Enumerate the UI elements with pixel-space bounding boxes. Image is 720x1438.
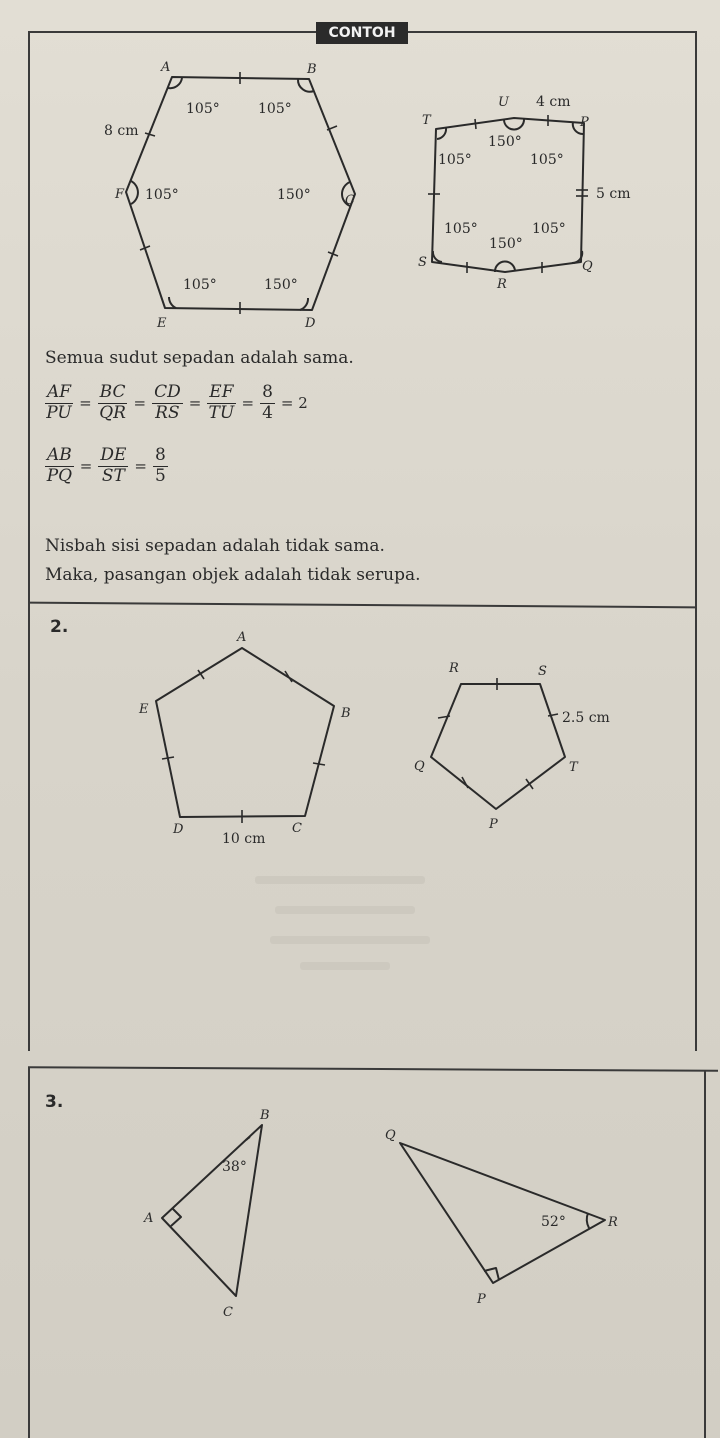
angle-label-r: 150°	[489, 236, 523, 252]
side-label-2-5cm: 2.5 cm	[562, 710, 610, 726]
fraction-cd-rs: $\frac{CD}{RS}$	[154, 382, 181, 423]
angle-arc-u	[504, 119, 524, 130]
vertex-q-p2: Q	[414, 759, 425, 774]
angle-label-a: 105°	[186, 101, 220, 117]
conclusion-not-similar: Maka, pasangan objek adalah tidak serupa.	[45, 565, 421, 585]
pentagon-rstpq	[431, 684, 565, 809]
vertex-p-t2: P	[477, 1292, 486, 1307]
vertex-f: F	[115, 187, 125, 202]
angle-label-c: 150°	[277, 187, 311, 203]
angle-label-f: 105°	[145, 187, 179, 203]
vertex-u: U	[498, 95, 509, 110]
angle-label-s: 105°	[444, 221, 478, 237]
angle-arc-d	[300, 298, 308, 310]
vertex-b-t1: B	[260, 1108, 270, 1123]
vertex-c: C	[345, 193, 355, 208]
conclusion-ratio-not-equal: Nisbah sisi sepadan adalah tidak sama.	[45, 536, 385, 556]
side-label-4cm: 4 cm	[536, 94, 571, 110]
angle-label-u: 150°	[488, 134, 522, 150]
vertex-q-t2: Q	[385, 1128, 396, 1143]
angle-label-p: 105°	[530, 152, 564, 168]
angle-label-38: 38°	[222, 1159, 247, 1175]
vertex-t: T	[422, 113, 431, 128]
angle-label-e: 105°	[183, 277, 217, 293]
fraction-af-pu: $\frac{AF}{PU}$	[46, 382, 72, 423]
vertex-r-t2: R	[608, 1215, 618, 1230]
angle-arc-b-38	[246, 1137, 250, 1140]
vertex-s: S	[418, 255, 427, 270]
vertex-d-p1: D	[173, 822, 184, 837]
show-through-smudge	[270, 936, 430, 944]
vertex-a-t1: A	[144, 1211, 154, 1226]
fraction-de-st: $\frac{DE}{ST}$	[100, 445, 127, 486]
triangle-qrp	[400, 1143, 605, 1283]
show-through-smudge	[255, 876, 425, 884]
side-label-5cm: 5 cm	[596, 186, 631, 202]
fraction-bc-qr: $\frac{BC}{QR}$	[99, 382, 126, 423]
vertex-c-t1: C	[223, 1305, 233, 1320]
vertex-s-p2: S	[538, 664, 547, 679]
vertex-b-p1: B	[341, 706, 351, 721]
fraction-ef-tu: $\frac{EF}{TU}$	[208, 382, 235, 423]
statement-angles-equal: Semua sudut sepadan adalah sama.	[45, 348, 354, 368]
triangle-abc	[162, 1125, 262, 1296]
vertex-a: A	[161, 60, 171, 75]
example-badge: CONTOH	[316, 22, 408, 44]
angle-arc-e	[169, 297, 176, 308]
vertex-d: D	[305, 316, 316, 331]
fraction-8-4: $\frac{8}{4}$	[262, 382, 273, 423]
angle-arc-f	[131, 181, 138, 204]
vertex-r-p2: R	[449, 661, 459, 676]
vertex-r: R	[497, 277, 507, 292]
right-angle-a	[171, 1208, 181, 1226]
angle-arc-r-52	[587, 1213, 589, 1228]
vertex-e-p1: E	[139, 702, 149, 717]
pentagon-abcde	[156, 648, 334, 817]
vertex-e: E	[157, 316, 167, 331]
fraction-8-5: $\frac{8}{5}$	[154, 445, 166, 486]
fraction-ab-pq: $\frac{AB}{PQ}$	[46, 445, 73, 486]
ratio-result: = 2	[280, 394, 308, 413]
vertex-a-p1: A	[237, 630, 247, 645]
angle-label-t: 105°	[438, 152, 472, 168]
angle-label-d: 150°	[264, 277, 298, 293]
question-number-2: 2.	[50, 617, 69, 637]
show-through-smudge	[275, 906, 415, 914]
vertex-t-p2: T	[569, 760, 578, 775]
angle-arc-s	[433, 251, 442, 262]
angle-label-52: 52°	[541, 1214, 566, 1230]
vertex-p: P	[580, 115, 589, 130]
side-label-10cm: 10 cm	[222, 831, 266, 847]
show-through-smudge	[300, 962, 390, 970]
vertex-b: B	[307, 62, 317, 77]
question-number-3: 3.	[45, 1092, 64, 1112]
vertex-p-p2: P	[489, 817, 498, 832]
ratio-line-2: $\frac{AB}{PQ}$ = $\frac{DE}{ST}$ = $\frac{8}{5}$	[46, 445, 166, 486]
angle-label-q: 105°	[532, 221, 566, 237]
side-label-8cm: 8 cm	[104, 123, 139, 139]
vertex-c-p1: C	[292, 821, 302, 836]
angle-label-b: 105°	[258, 101, 292, 117]
tick-marks	[140, 72, 588, 823]
vertex-q: Q	[582, 259, 593, 274]
ratio-line-1: $\frac{AF}{PU}$ = $\frac{BC}{QR}$ = $\frac{CD}{RS}$ = $\frac{EF}{TU}$ = $\frac{8}{4}$ = 2	[46, 382, 308, 423]
